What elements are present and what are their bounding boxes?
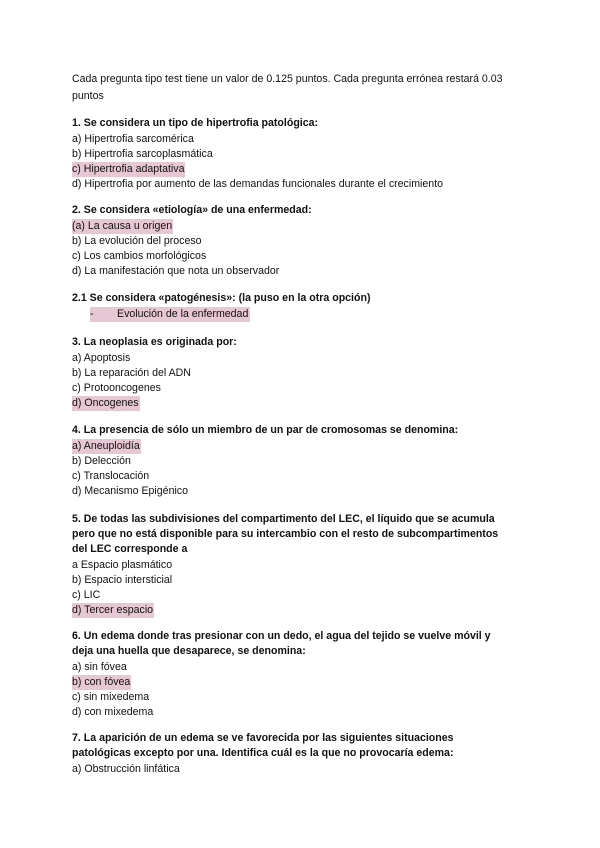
option-2a-selected[interactable]: (a) La causa u origen (72, 220, 173, 232)
option-6d[interactable]: d) con mixedema (72, 706, 154, 718)
question-4 (72, 423, 542, 499)
option-5c[interactable]: c) LIC (72, 589, 101, 601)
option-4b[interactable]: b) Delección (72, 455, 131, 467)
option-2c[interactable]: c) Los cambios morfológicos (72, 250, 207, 262)
question-2-1-title: 2.1 Se considera «patogénesis»: (la puso en la otra opción) (72, 292, 371, 304)
option-1a[interactable]: a) Hipertrofia sarcomérica (72, 133, 194, 145)
option-1b[interactable]: b) Hipertrofia sarcoplasmática (72, 148, 213, 160)
question-6-title: 6. Un edema donde tras presionar con un dedo, el agua del tejido se vuelve móvil y deja una huella que desaparece, se denomina: (72, 630, 491, 657)
bullet-dash: - (90, 308, 94, 320)
question-5 (72, 512, 542, 618)
question-7-title: 7. La aparición de un edema se ve favorecida por las siguientes situaciones patológicas excepto por una. Identifica cuál es la que no provocaría edema: (72, 732, 454, 759)
question-2-1 (72, 291, 542, 322)
option-5b[interactable]: b) Espacio intersticial (72, 574, 173, 586)
option-4d[interactable]: d) Mecanismo Epigénico (72, 485, 188, 497)
question-2-title: 2. Se considera «etiología» de una enfermedad: (72, 204, 312, 216)
option-3b[interactable]: b) La reparación del ADN (72, 367, 191, 379)
option-2d[interactable]: d) La manifestación que nota un observador (72, 265, 280, 277)
question-5-title: 5. De todas las subdivisiones del compartimento del LEC, el líquido que se acumula pero que no está disponible para su intercambio con el resto de subcompartimentos del LEC corresponde a (72, 513, 499, 555)
question-2 (72, 203, 542, 279)
option-7a[interactable]: a) Obstrucción linfática (72, 763, 180, 775)
option-3c[interactable]: c) Protooncogenes (72, 382, 161, 394)
option-3d-selected[interactable]: d) Oncogenes (72, 397, 139, 409)
option-1d[interactable]: d) Hipertrofia por aumento de las demandas funcionales durante el crecimiento (72, 178, 443, 190)
option-1c-selected[interactable]: c) Hipertrofia adaptativa (72, 163, 185, 175)
option-5d-selected[interactable]: d) Tercer espacio (72, 604, 154, 616)
intro-text: Cada pregunta tipo test tiene un valor de 0.125 puntos. Cada pregunta errónea restará 0.03 puntos (72, 73, 503, 102)
question-3-title: 3. La neoplasia es originada por: (72, 336, 237, 348)
question-7 (72, 731, 542, 777)
option-6a[interactable]: a) sin fóvea (72, 661, 127, 673)
question-1 (72, 116, 542, 192)
question-6 (72, 629, 542, 720)
option-4a-selected[interactable]: a) Aneuploidía (72, 440, 140, 452)
option-5a[interactable]: a Espacio plasmático (72, 559, 173, 571)
question-1-title: 1. Se considera un tipo de hipertrofia patológica: (72, 117, 319, 129)
question-4-title: 4. La presencia de sólo un miembro de un par de cromosomas se denomina: (72, 424, 459, 436)
question-3 (72, 335, 542, 411)
option-2b[interactable]: b) La evolución del proceso (72, 235, 202, 247)
option-3a[interactable]: a) Apoptosis (72, 352, 131, 364)
option-6b-selected[interactable]: b) con fóvea (72, 676, 131, 688)
option-4c[interactable]: c) Translocación (72, 470, 150, 482)
option-2-1-selected[interactable]: - Evolución de la enfermedad (90, 308, 249, 320)
option-6c[interactable]: c) sin mixedema (72, 691, 150, 703)
